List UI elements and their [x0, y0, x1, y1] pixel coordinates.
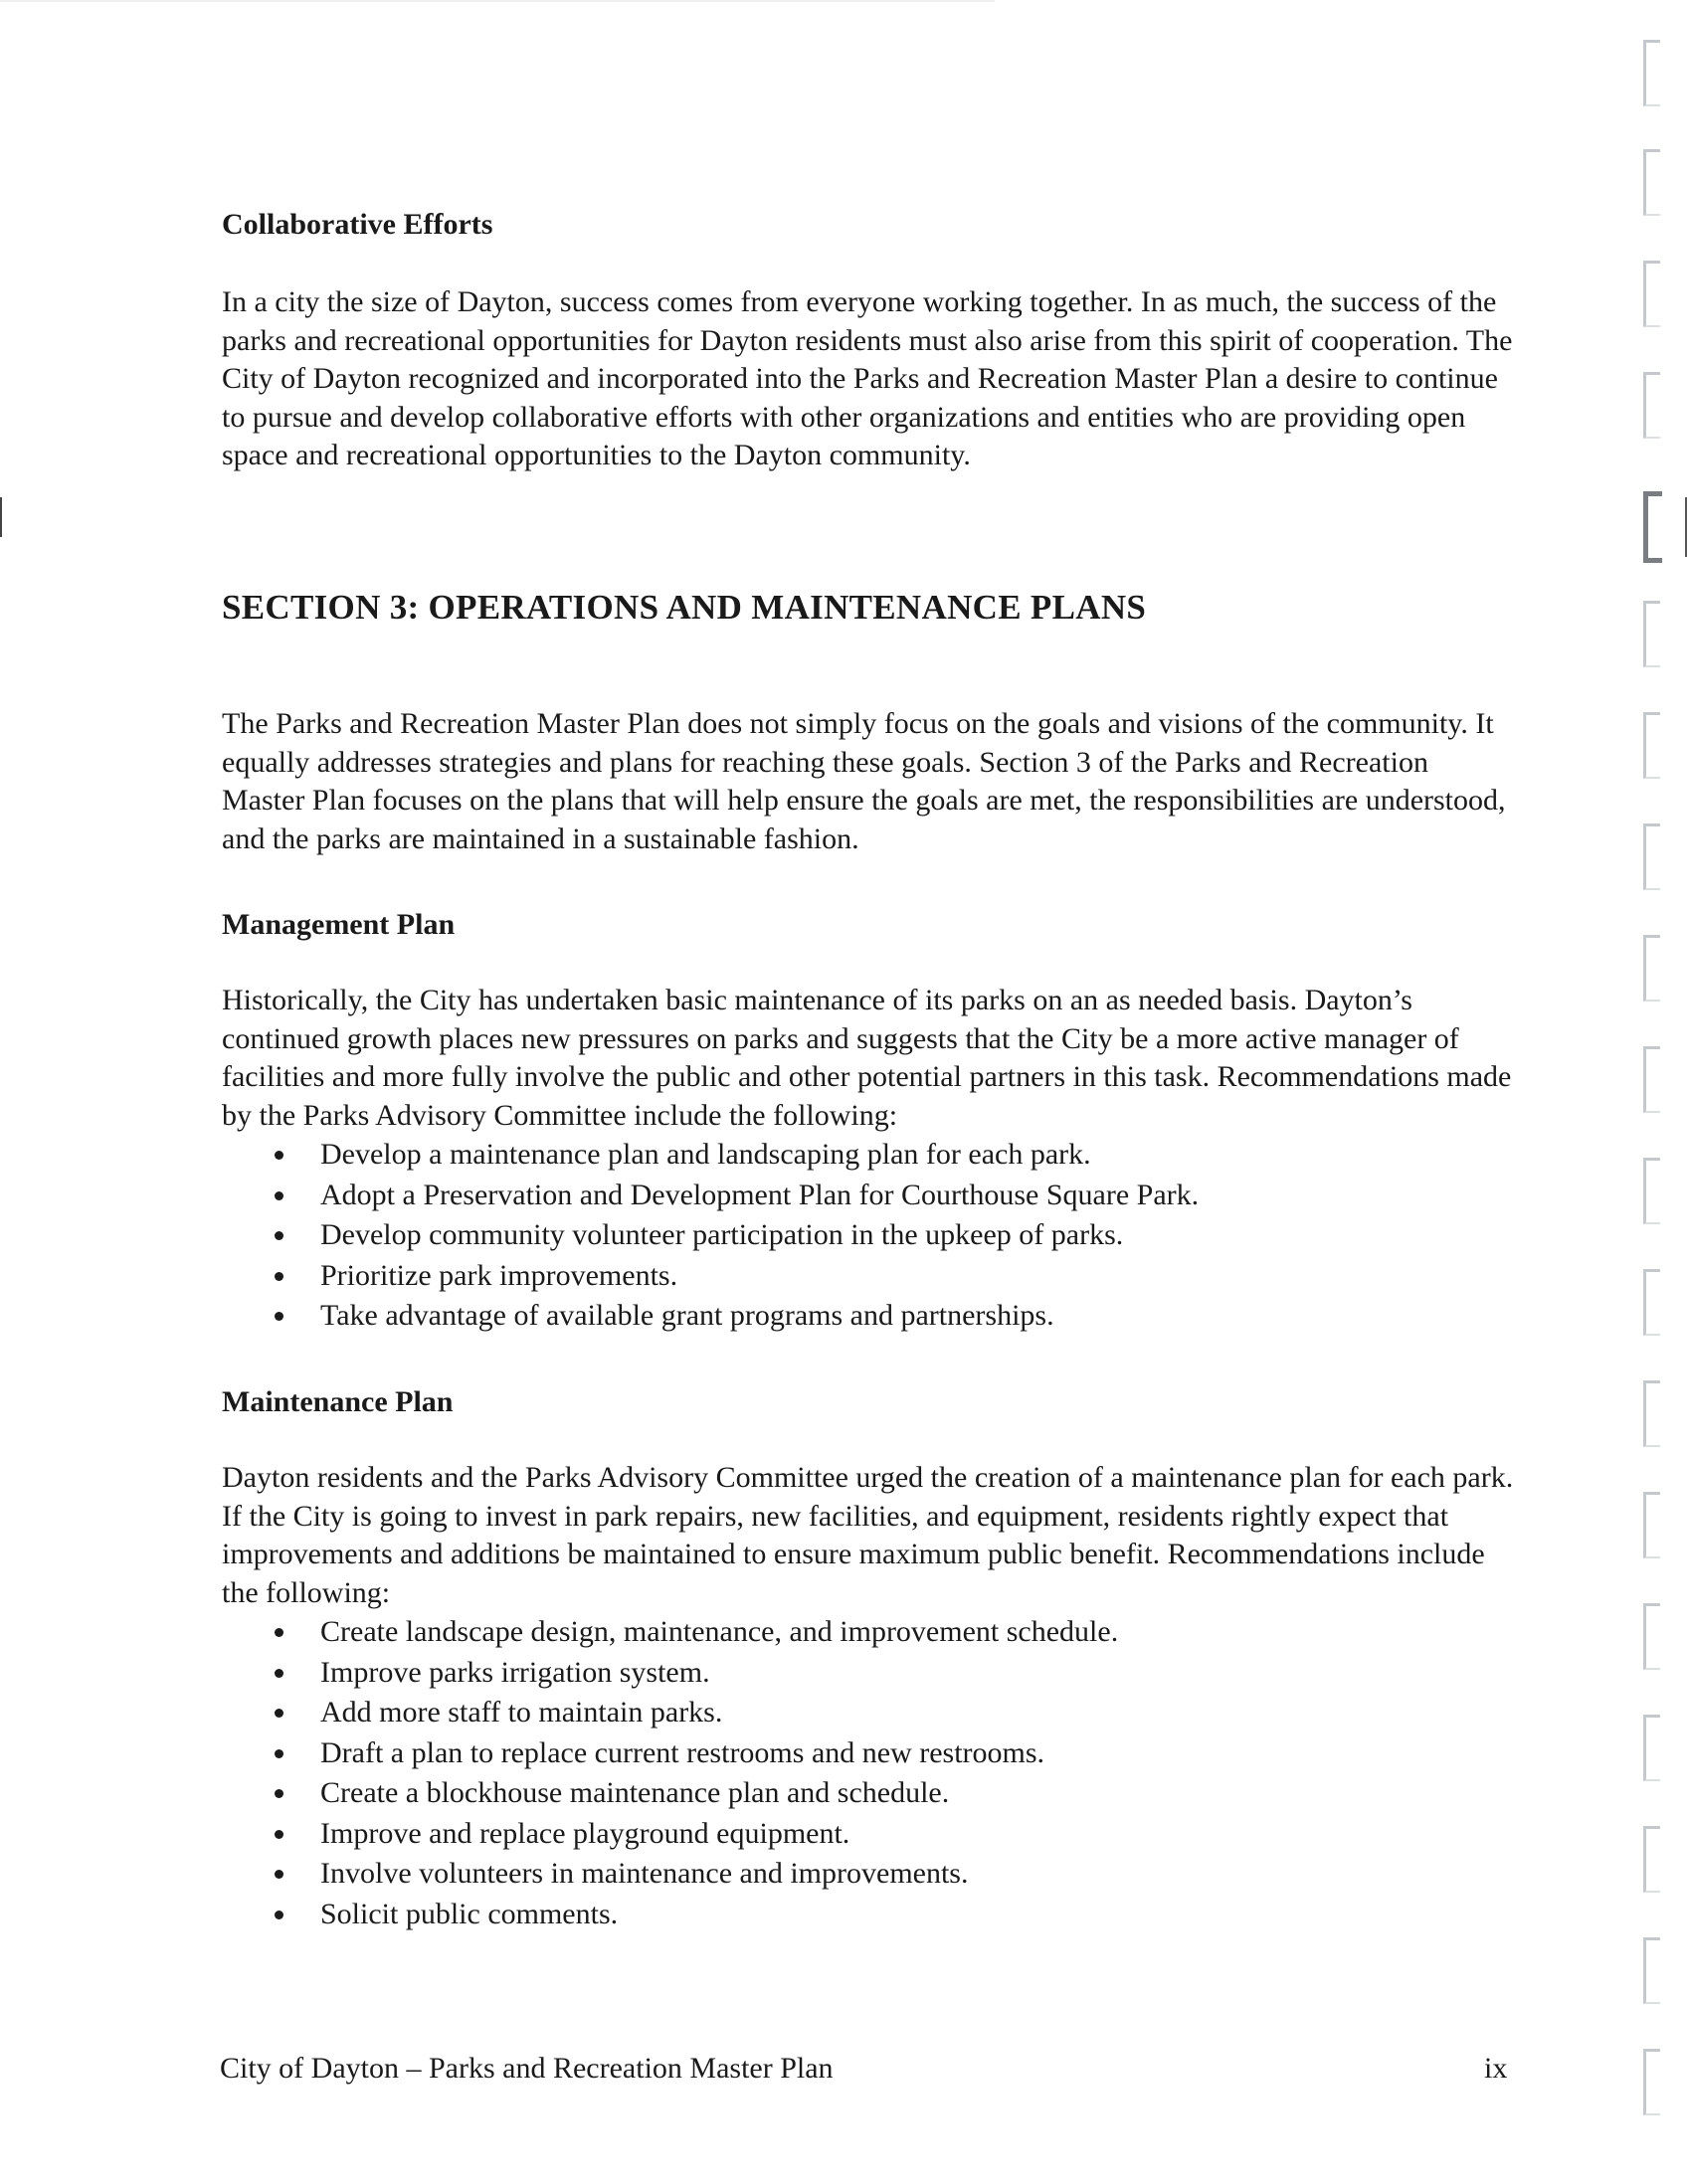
scan-edge	[0, 0, 995, 2]
bullet-icon	[275, 1628, 283, 1637]
bullet-icon	[275, 1789, 283, 1798]
bullet-icon	[275, 1749, 283, 1758]
maintenance-recommendations-list	[222, 1612, 1515, 1934]
binding-ring-icon	[1643, 261, 1663, 322]
bullet-icon	[275, 1870, 283, 1879]
bullet-icon	[275, 1191, 283, 1200]
list-item: Create landscape design, maintenance, and improvement schedule.	[222, 1612, 1515, 1653]
list-item: Solicit public comments.	[222, 1895, 1515, 1935]
bullet-icon	[275, 1312, 283, 1321]
bullet-icon	[275, 1830, 283, 1839]
management-plan-paragraph: Historically, the City has undertaken basic maintenance of its parks on an as needed basis. Dayton’s continued growth places new pressures on parks and suggests that the City be a more active manager of facilities and more fully involve the public and other potential partners in this task. Recommendations made by the Parks Advisory Committee include the following:	[222, 984, 1512, 1132]
binding-ring-icon	[1643, 1269, 1663, 1331]
footer-document-title: City of Dayton – Parks and Recreation Master Plan	[220, 2052, 834, 2085]
list-item: Add more staff to maintain parks.	[222, 1693, 1515, 1733]
binding-ring-icon	[1643, 1046, 1663, 1108]
collaborative-efforts-paragraph: In a city the size of Dayton, success comes from everyone working together. In as much, the success of the parks and recreational opportunities for Dayton residents must also arise from this spirit of cooperation. The City of Dayton recognized and incorporated into the Parks and Recreation Master Plan a desire to continue to pursue and develop collaborative efforts with other organizations and entities who are providing open space and recreational opportunities to the Dayton community.	[222, 285, 1513, 471]
footer-page-number: ix	[1484, 2052, 1508, 2085]
list-item: Involve volunteers in maintenance and improvements.	[222, 1854, 1515, 1895]
binding-ring-icon	[1643, 1380, 1663, 1442]
binding-ring-icon	[1643, 1937, 1663, 1999]
management-recommendations-list	[222, 1135, 1515, 1337]
list-item: Improve and replace playground equipment.	[222, 1814, 1515, 1855]
list-item: Improve parks irrigation system.	[222, 1653, 1515, 1694]
list-item: Create a blockhouse maintenance plan and schedule.	[222, 1773, 1515, 1814]
spiral-binding	[1635, 0, 1675, 2184]
binding-ring-icon	[1643, 1715, 1663, 1776]
maintenance-plan-section	[222, 1383, 1515, 1934]
bullet-icon	[275, 1231, 283, 1240]
list-item: Prioritize park improvements.	[222, 1256, 1515, 1297]
binding-ring-icon	[1643, 1603, 1663, 1665]
list-item: Develop a maintenance plan and landscaping plan for each park.	[222, 1135, 1515, 1176]
bullet-icon	[275, 1911, 283, 1919]
bullet-icon	[275, 1272, 283, 1281]
maintenance-plan-heading: Maintenance Plan	[222, 1385, 454, 1418]
bullet-icon	[275, 1669, 283, 1678]
bullet-icon	[275, 1709, 283, 1718]
binding-ring-icon	[1643, 601, 1663, 662]
management-plan-section	[222, 906, 1515, 1337]
binding-ring-icon	[1643, 372, 1663, 434]
section-3-title: SECTION 3: OPERATIONS AND MAINTENANCE PLANS	[222, 588, 1147, 627]
section-3	[222, 586, 1515, 858]
maintenance-plan-paragraph: Dayton residents and the Parks Advisory Committee urged the creation of a maintenance plan for each park. If the City is going to invest in park repairs, new facilities, and equipment, residents rightly expect that improvements and additions be maintained to ensure maximum public benefit. Recommendations include the following:	[222, 1461, 1514, 1609]
list-item: Adopt a Preservation and Development Plan for Courthouse Square Park.	[222, 1176, 1515, 1216]
collaborative-efforts-section	[222, 206, 1515, 475]
section-3-paragraph: The Parks and Recreation Master Plan does not simply focus on the goals and visions of the community. It equally addresses strategies and plans for reaching these goals. Section 3 of the Parks and Recreation Master Plan focuses on the plans that will help ensure the goals are met, the responsibilities are understood, and the parks are maintained in a sustainable fashion.	[222, 707, 1506, 855]
list-item: Develop community volunteer participation in the upkeep of parks.	[222, 1215, 1515, 1256]
binding-ring-icon	[1643, 1158, 1663, 1219]
list-item: Take advantage of available grant programs and partnerships.	[222, 1296, 1515, 1337]
binding-ring-icon	[1643, 40, 1663, 101]
binding-ring-icon	[1643, 491, 1663, 553]
binding-ring-icon	[1643, 712, 1663, 774]
binding-ring-icon	[1643, 935, 1663, 997]
binding-ring-icon	[1643, 1826, 1663, 1888]
binding-ring-icon	[1643, 823, 1663, 885]
binding-ring-icon	[1643, 2049, 1663, 2110]
binding-ring-icon	[1643, 1492, 1663, 1553]
bullet-icon	[275, 1151, 283, 1160]
collaborative-efforts-heading: Collaborative Efforts	[222, 208, 493, 241]
management-plan-heading: Management Plan	[222, 908, 456, 941]
left-margin-mark	[0, 497, 2, 537]
binding-ring-icon	[1643, 149, 1663, 211]
list-item: Draft a plan to replace current restrooms and new restrooms.	[222, 1733, 1515, 1774]
right-margin-mark	[1685, 497, 1687, 557]
